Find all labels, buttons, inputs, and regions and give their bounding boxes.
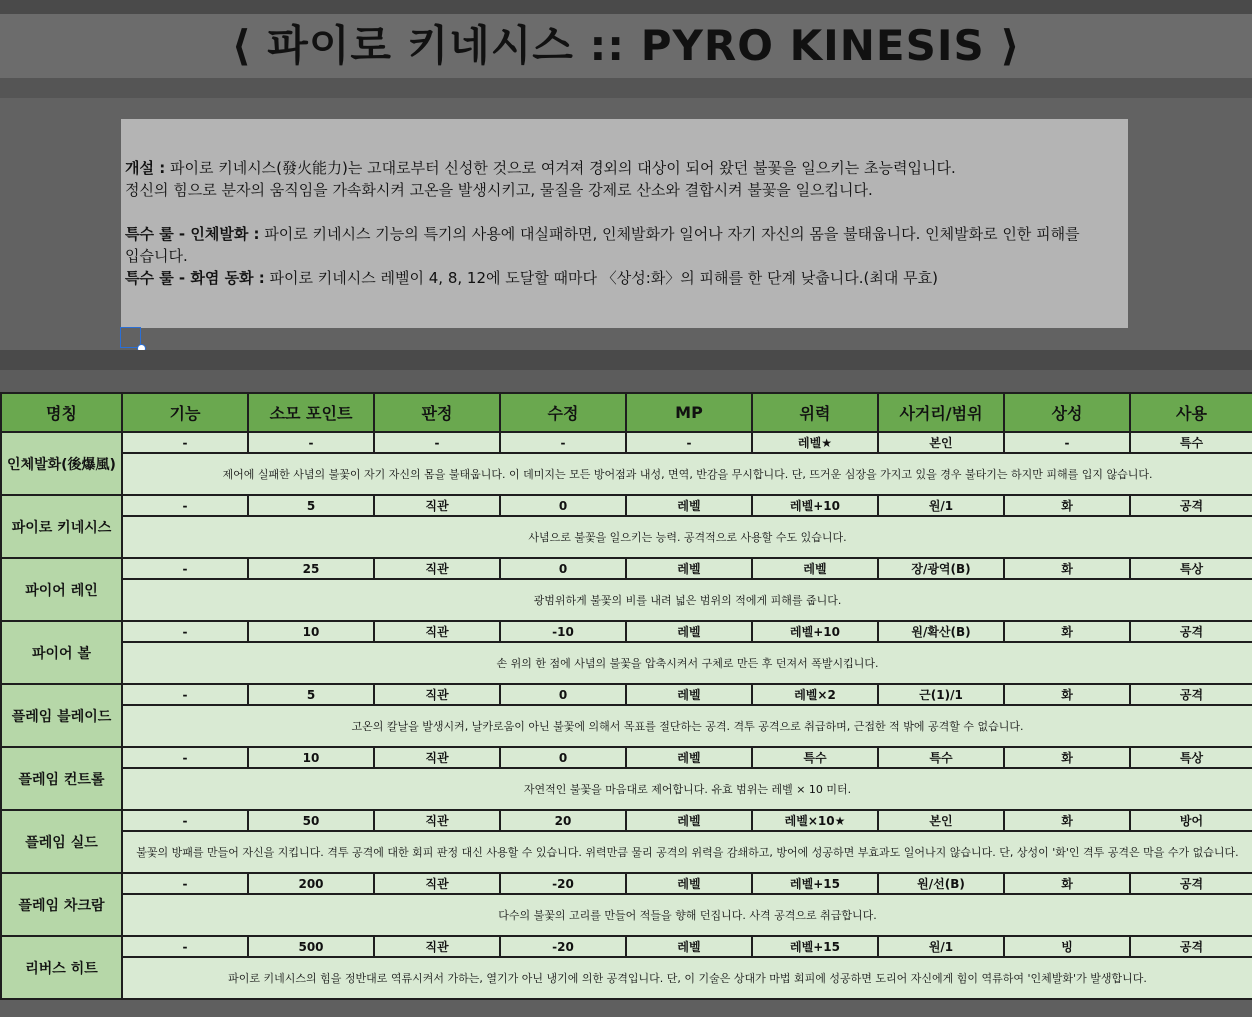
skill-power-cell[interactable]: 레벨+10 <box>752 621 878 642</box>
skill-modifier-cell[interactable]: 0 <box>500 747 626 768</box>
description-box[interactable] <box>121 119 1128 328</box>
table-row <box>1 495 1252 516</box>
skill-use-cell[interactable]: 공격 <box>1130 621 1252 642</box>
skill-range-cell[interactable]: 본인 <box>878 810 1004 831</box>
skill-element-cell[interactable]: 화 <box>1004 810 1130 831</box>
skill-power-cell[interactable]: 레벨×2 <box>752 684 878 705</box>
skill-name-cell[interactable]: 파이어 볼 <box>1 621 122 684</box>
skill-element-cell[interactable]: 화 <box>1004 558 1130 579</box>
skill-mp-cell[interactable]: - <box>626 432 752 453</box>
table-row-description <box>1 957 1252 999</box>
skill-modifier-cell[interactable]: - <box>500 432 626 453</box>
skill-element-cell[interactable]: 화 <box>1004 621 1130 642</box>
skill-modifier-cell[interactable]: -10 <box>500 621 626 642</box>
skill-use-cell[interactable]: 공격 <box>1130 495 1252 516</box>
skill-skill-cell[interactable]: - <box>122 936 248 957</box>
table-row-description <box>1 642 1252 684</box>
skill-cost-cell[interactable]: 5 <box>248 684 374 705</box>
skill-modifier-cell[interactable]: 0 <box>500 558 626 579</box>
skill-use-cell[interactable]: 공격 <box>1130 936 1252 957</box>
skill-description-cell[interactable]: 파이로 키네시스의 힘을 정반대로 역류시켜서 가하는, 열기가 아닌 냉기에 의한 공격입니다. 단, 이 기술은 상대가 마법 회피에 성공하면 도리어 자신에게 힘이 역류하여 '인체발화'가 발생합니다. <box>122 957 1252 999</box>
skill-skill-cell[interactable]: - <box>122 495 248 516</box>
skill-modifier-cell[interactable]: 0 <box>500 684 626 705</box>
skill-mp-cell[interactable]: 레벨 <box>626 684 752 705</box>
col-header-range[interactable]: 사거리/범위 <box>878 393 1004 432</box>
skill-cost-cell[interactable]: 10 <box>248 747 374 768</box>
rule-1-continued: 입습니다. <box>125 247 188 265</box>
col-header-use[interactable]: 사용 <box>1130 393 1252 432</box>
skill-cost-cell[interactable]: 200 <box>248 873 374 894</box>
col-header-skill[interactable]: 기능 <box>122 393 248 432</box>
skill-check-cell[interactable]: 직관 <box>374 810 500 831</box>
skill-skill-cell[interactable]: - <box>122 621 248 642</box>
skill-element-cell[interactable]: 화 <box>1004 495 1130 516</box>
skill-element-cell[interactable]: 화 <box>1004 747 1130 768</box>
table-row <box>1 432 1252 453</box>
skill-check-cell[interactable]: 직관 <box>374 621 500 642</box>
skill-mp-cell[interactable]: 레벨 <box>626 621 752 642</box>
table-row <box>1 558 1252 579</box>
table-row-description <box>1 705 1252 747</box>
skill-element-cell[interactable]: 화 <box>1004 684 1130 705</box>
skill-name-cell[interactable]: 플레임 블레이드 <box>1 684 122 747</box>
skill-name-cell[interactable]: 리버스 히트 <box>1 936 122 999</box>
rule-2 <box>125 267 1124 289</box>
skill-description-cell[interactable]: 제어에 실패한 사념의 불꽃이 자기 자신의 몸을 불태웁니다. 이 데미지는 모든 방어점과 내성, 면역, 반감을 무시합니다. 단, 뜨거운 심장을 가지고 있을 경우 불타기는 하지만 피해를 입지 않습니다. <box>122 453 1252 495</box>
skill-range-cell[interactable]: 근(1)/1 <box>878 684 1004 705</box>
overview-line-1 <box>125 157 1124 179</box>
skill-mp-cell[interactable]: 레벨 <box>626 558 752 579</box>
skill-range-cell[interactable]: 장/광역(B) <box>878 558 1004 579</box>
table-row-description <box>1 579 1252 621</box>
skill-cost-cell[interactable]: 25 <box>248 558 374 579</box>
skill-check-cell[interactable]: 직관 <box>374 747 500 768</box>
skill-skill-cell[interactable]: - <box>122 684 248 705</box>
table-header-row <box>1 393 1252 432</box>
table-row-description <box>1 453 1252 495</box>
skill-name-cell[interactable]: 파이로 키네시스 <box>1 495 122 558</box>
skill-description-cell[interactable]: 고온의 칼날을 발생시켜, 날카로움이 아닌 불꽃에 의해서 목표를 절단하는 공격. 격투 공격으로 취급하며, 근접한 적 밖에 공격할 수 없습니다. <box>122 705 1252 747</box>
skill-range-cell[interactable]: 원/선(B) <box>878 873 1004 894</box>
skill-mp-cell[interactable]: 레벨 <box>626 810 752 831</box>
rule-1 <box>125 223 1124 245</box>
skill-modifier-cell[interactable]: 20 <box>500 810 626 831</box>
skill-modifier-cell[interactable]: 0 <box>500 495 626 516</box>
skill-check-cell[interactable]: 직관 <box>374 684 500 705</box>
rule-2-text: 파이로 키네시스 레벨이 4, 8, 12에 도달할 때마다 〈상성:화〉의 피해를 한 단계 낮춥니다.(최대 무효) <box>264 269 938 287</box>
skill-power-cell[interactable]: 레벨×10★ <box>752 810 878 831</box>
skill-use-cell[interactable]: 특수 <box>1130 432 1252 453</box>
skill-skill-cell[interactable]: - <box>122 810 248 831</box>
table-row <box>1 936 1252 957</box>
skill-cost-cell[interactable]: 5 <box>248 495 374 516</box>
skill-cost-cell[interactable]: 500 <box>248 936 374 957</box>
skill-modifier-cell[interactable]: -20 <box>500 873 626 894</box>
col-header-modifier[interactable]: 수정 <box>500 393 626 432</box>
skill-range-cell[interactable]: 특수 <box>878 747 1004 768</box>
col-header-mp[interactable]: MP <box>626 393 752 432</box>
table-row-description <box>1 894 1252 936</box>
skill-name-cell[interactable]: 플레임 차크람 <box>1 873 122 936</box>
skill-range-cell[interactable]: 원/1 <box>878 495 1004 516</box>
skill-use-cell[interactable]: 방어 <box>1130 810 1252 831</box>
skill-description-cell[interactable]: 사념으로 불꽃을 일으키는 능력. 공격적으로 사용할 수도 있습니다. <box>122 516 1252 558</box>
col-header-check[interactable]: 판정 <box>374 393 500 432</box>
skill-range-cell[interactable]: 본인 <box>878 432 1004 453</box>
skill-name-cell[interactable]: 파이어 레인 <box>1 558 122 621</box>
page-title: ⟨ 파이로 키네시스 :: PYRO KINESIS ⟩ <box>0 14 1252 78</box>
table-row-description <box>1 516 1252 558</box>
skill-element-cell[interactable]: 빙 <box>1004 936 1130 957</box>
skill-power-cell[interactable]: 레벨+15 <box>752 936 878 957</box>
table-body <box>1 432 1252 999</box>
skill-range-cell[interactable]: 원/확산(B) <box>878 621 1004 642</box>
skill-element-cell[interactable]: 화 <box>1004 873 1130 894</box>
skills-table <box>0 392 1252 1000</box>
skill-use-cell[interactable]: 공격 <box>1130 684 1252 705</box>
skill-use-cell[interactable]: 특상 <box>1130 558 1252 579</box>
skill-element-cell[interactable]: - <box>1004 432 1130 453</box>
skill-skill-cell[interactable]: - <box>122 873 248 894</box>
rule-1-label: 특수 룰 - 인체발화 : <box>125 225 260 243</box>
rule-2-label: 특수 룰 - 화염 동화 : <box>125 269 265 287</box>
spacer <box>125 201 1124 223</box>
skill-description-cell[interactable]: 손 위의 한 점에 사념의 불꽃을 압축시켜서 구체로 만든 후 던져서 폭발시킵니다. <box>122 642 1252 684</box>
table-row <box>1 747 1252 768</box>
skill-name-cell[interactable]: 플레임 실드 <box>1 810 122 873</box>
overview-label: 개설 : <box>125 159 166 177</box>
skill-check-cell[interactable]: - <box>374 432 500 453</box>
table-row <box>1 621 1252 642</box>
skill-skill-cell[interactable]: - <box>122 432 248 453</box>
skill-name-cell[interactable]: 플레임 컨트롤 <box>1 747 122 810</box>
skill-name-cell[interactable]: 인체발화(後爆風) <box>1 432 122 495</box>
skill-check-cell[interactable]: 직관 <box>374 936 500 957</box>
skill-description-cell[interactable]: 광범위하게 불꽃의 비를 내려 넓은 범위의 적에게 피해를 줍니다. <box>122 579 1252 621</box>
col-header-name[interactable]: 명칭 <box>1 393 122 432</box>
table-row <box>1 873 1252 894</box>
skill-description-cell[interactable]: 자연적인 불꽃을 마음대로 제어합니다. 유효 범위는 레벨 × 10 미터. <box>122 768 1252 810</box>
skill-use-cell[interactable]: 공격 <box>1130 873 1252 894</box>
skill-description-cell[interactable]: 불꽃의 방패를 만들어 자신을 지킵니다. 격투 공격에 대한 회피 판정 대신 사용할 수 있습니다. 위력만큼 물리 공격의 위력을 감쇄하고, 방어에 성공하면 부효과도 일어나지 않습니다. 단, 상성이 '화'인 격투 공격은 막을 수가 없습니다. <box>122 831 1252 873</box>
divider <box>0 350 1252 370</box>
skill-cost-cell[interactable]: 50 <box>248 810 374 831</box>
col-header-element[interactable]: 상성 <box>1004 393 1130 432</box>
rule-1-text: 파이로 키네시스 기능의 특기의 사용에 대실패하면, 인체발화가 일어나 자기 자신의 몸을 불태웁니다. 인체발화로 인한 피해를 <box>259 225 1080 243</box>
skill-power-cell[interactable]: 레벨+10 <box>752 495 878 516</box>
skill-check-cell[interactable]: 직관 <box>374 873 500 894</box>
overview-line-2: 정신의 힘으로 분자의 움직임을 가속화시켜 고온을 발생시키고, 물질을 강제로 산소와 결합시켜 불꽃을 일으킵니다. <box>125 181 873 199</box>
skill-power-cell[interactable]: 특수 <box>752 747 878 768</box>
skill-mp-cell[interactable]: 레벨 <box>626 495 752 516</box>
divider <box>0 370 1252 392</box>
skill-cost-cell[interactable]: - <box>248 432 374 453</box>
skill-power-cell[interactable]: 레벨★ <box>752 432 878 453</box>
skill-power-cell[interactable]: 레벨+15 <box>752 873 878 894</box>
skill-mp-cell[interactable]: 레벨 <box>626 873 752 894</box>
skill-check-cell[interactable]: 직관 <box>374 495 500 516</box>
skill-power-cell[interactable]: 레벨 <box>752 558 878 579</box>
skill-modifier-cell[interactable]: -20 <box>500 936 626 957</box>
table-row-description <box>1 768 1252 810</box>
table-row <box>1 684 1252 705</box>
overview-text: 파이로 키네시스(發火能力)는 고대로부터 신성한 것으로 여겨져 경외의 대상이 되어 왔던 불꽃을 일으키는 초능력입니다. <box>165 159 956 177</box>
skill-mp-cell[interactable]: 레벨 <box>626 747 752 768</box>
top-band <box>0 0 1252 14</box>
skill-skill-cell[interactable]: - <box>122 747 248 768</box>
skill-range-cell[interactable]: 원/1 <box>878 936 1004 957</box>
col-header-cost[interactable]: 소모 포인트 <box>248 393 374 432</box>
skill-cost-cell[interactable]: 10 <box>248 621 374 642</box>
col-header-power[interactable]: 위력 <box>752 393 878 432</box>
skill-use-cell[interactable]: 특상 <box>1130 747 1252 768</box>
divider <box>0 78 1252 98</box>
skill-description-cell[interactable]: 다수의 불꽃의 고리를 만들어 적들을 향해 던집니다. 사격 공격으로 취급합니다. <box>122 894 1252 936</box>
table-row-description <box>1 831 1252 873</box>
skill-check-cell[interactable]: 직관 <box>374 558 500 579</box>
skill-mp-cell[interactable]: 레벨 <box>626 936 752 957</box>
table-row <box>1 810 1252 831</box>
skill-skill-cell[interactable]: - <box>122 558 248 579</box>
